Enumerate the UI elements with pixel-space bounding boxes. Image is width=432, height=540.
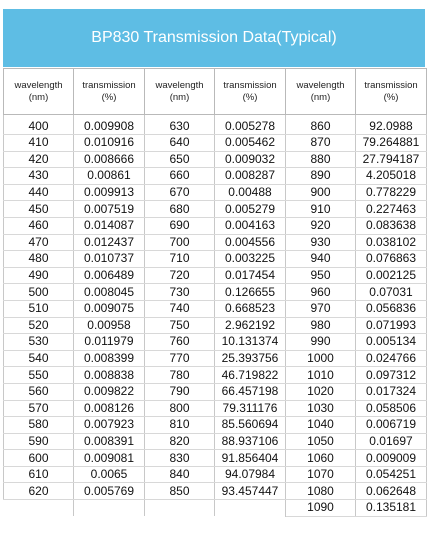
transmission-header: transmission (%) [74,69,145,115]
wavelength-cell: 790 [145,383,215,400]
transmission-cell: 79.311176 [215,400,286,417]
wavelength-cell: 760 [145,334,215,351]
wavelength-cell: 700 [145,234,215,251]
transmission-cell: 0.009081 [74,450,145,467]
transmission-cell: 0.024766 [356,350,427,367]
transmission-cell: 0.083638 [356,217,427,234]
table-row [4,400,427,417]
table-row [4,317,427,334]
transmission-cell: 0.062648 [356,483,427,500]
wavelength-header: wavelength (nm) [145,69,215,115]
transmission-cell: 0.009822 [74,383,145,400]
transmission-cell: 0.008045 [74,284,145,301]
wavelength-cell: 960 [286,284,356,301]
transmission-cell: 0.004163 [215,217,286,234]
transmission-cell: 91.856404 [215,450,286,467]
wavelength-cell: 830 [145,450,215,467]
table-row [4,234,427,251]
wavelength-cell: 510 [4,300,74,317]
table-row [4,300,427,317]
transmission-cell: 85.560694 [215,417,286,434]
wavelength-cell: 580 [4,417,74,434]
table-row [4,284,427,301]
wavelength-cell: 570 [4,400,74,417]
transmission-cell: 0.004556 [215,234,286,251]
wavelength-cell: 440 [4,184,74,201]
wavelength-cell: 410 [4,135,74,152]
wavelength-cell: 400 [4,115,74,135]
wavelength-cell: 850 [145,483,215,500]
wavelength-cell: 690 [145,217,215,234]
transmission-cell: 0.008126 [74,400,145,417]
wavelength-cell: 660 [145,168,215,185]
wavelength-cell: 1090 [286,500,356,517]
wavelength-cell: 1020 [286,383,356,400]
table-row [4,433,427,450]
transmission-cell: 0.778229 [356,184,427,201]
table-row [4,367,427,384]
wavelength-cell: 710 [145,251,215,268]
table-row [4,168,427,185]
wavelength-cell: 630 [145,115,215,135]
transmission-cell: 79.264881 [356,135,427,152]
transmission-cell: 0.008399 [74,350,145,367]
transmission-cell: 0.017454 [215,267,286,284]
transmission-cell: 0.668523 [215,300,286,317]
transmission-cell: 0.017324 [356,383,427,400]
wavelength-cell: 1000 [286,350,356,367]
transmission-cell: 66.457198 [215,383,286,400]
wavelength-cell: 450 [4,201,74,218]
table-row [4,184,427,201]
wavelength-cell: 1040 [286,417,356,434]
transmission-cell: 0.005278 [215,115,286,135]
wavelength-cell: 1030 [286,400,356,417]
transmission-cell: 0.00861 [74,168,145,185]
transmission-cell [215,500,286,517]
transmission-cell: 4.205018 [356,168,427,185]
transmission-cell: 0.005134 [356,334,427,351]
transmission-cell: 0.009032 [215,151,286,168]
transmission-cell: 0.054251 [356,466,427,483]
transmission-cell: 0.012437 [74,234,145,251]
wavelength-cell: 640 [145,135,215,152]
transmission-cell: 0.097312 [356,367,427,384]
transmission-cell: 2.962192 [215,317,286,334]
transmission-cell: 0.227463 [356,201,427,218]
transmission-cell: 0.011979 [74,334,145,351]
transmission-cell: 0.006719 [356,417,427,434]
transmission-cell: 0.071993 [356,317,427,334]
table-row [4,466,427,483]
wavelength-cell: 430 [4,168,74,185]
wavelength-cell: 950 [286,267,356,284]
transmission-header: transmission (%) [356,69,427,115]
wavelength-cell: 550 [4,367,74,384]
transmission-cell: 88.937106 [215,433,286,450]
wavelength-cell: 820 [145,433,215,450]
wavelength-cell: 500 [4,284,74,301]
transmission-cell: 0.058506 [356,400,427,417]
table-row [4,217,427,234]
transmission-cell: 0.002125 [356,267,427,284]
wavelength-cell: 840 [145,466,215,483]
wavelength-cell: 490 [4,267,74,284]
transmission-cell: 0.01697 [356,433,427,450]
wavelength-cell: 980 [286,317,356,334]
transmission-cell: 27.794187 [356,151,427,168]
table-body [4,115,427,517]
transmission-cell: 0.008391 [74,433,145,450]
wavelength-cell: 530 [4,334,74,351]
transmission-cell: 0.010737 [74,251,145,268]
table-row [4,151,427,168]
transmission-cell: 0.009908 [74,115,145,135]
header-row [4,69,427,115]
transmission-header: transmission (%) [215,69,286,115]
transmission-cell: 0.007519 [74,201,145,218]
wavelength-cell: 780 [145,367,215,384]
transmission-cell: 0.009075 [74,300,145,317]
transmission-cell: 92.0988 [356,115,427,135]
wavelength-cell: 610 [4,466,74,483]
transmission-cell: 0.00488 [215,184,286,201]
wavelength-cell: 720 [145,267,215,284]
table-row [4,483,427,500]
wavelength-cell: 520 [4,317,74,334]
transmission-cell: 46.719822 [215,367,286,384]
transmission-cell: 0.056836 [356,300,427,317]
transmission-cell: 0.008838 [74,367,145,384]
wavelength-cell: 680 [145,201,215,218]
wavelength-cell: 420 [4,151,74,168]
wavelength-cell: 730 [145,284,215,301]
wavelength-cell: 460 [4,217,74,234]
table-row [4,115,427,135]
wavelength-cell: 800 [145,400,215,417]
wavelength-cell: 1070 [286,466,356,483]
transmission-cell: 0.008287 [215,168,286,185]
transmission-cell: 25.393756 [215,350,286,367]
transmission-cell: 93.457447 [215,483,286,500]
wavelength-cell: 540 [4,350,74,367]
wavelength-cell [4,500,74,517]
transmission-cell: 0.07031 [356,284,427,301]
wavelength-header: wavelength (nm) [286,69,356,115]
table-row [4,267,427,284]
transmission-cell: 0.009913 [74,184,145,201]
transmission-cell: 0.005769 [74,483,145,500]
wavelength-cell: 740 [145,300,215,317]
transmission-cell [74,500,145,517]
wavelength-cell: 560 [4,383,74,400]
wavelength-cell: 1080 [286,483,356,500]
transmission-cell: 0.003225 [215,251,286,268]
transmission-cell: 0.010916 [74,135,145,152]
wavelength-cell: 650 [145,151,215,168]
wavelength-cell: 880 [286,151,356,168]
transmission-cell: 0.014087 [74,217,145,234]
wavelength-cell: 810 [145,417,215,434]
table-row [4,135,427,152]
wavelength-cell: 470 [4,234,74,251]
transmission-cell: 0.038102 [356,234,427,251]
wavelength-cell: 940 [286,251,356,268]
wavelength-cell: 860 [286,115,356,135]
transmission-cell: 0.009009 [356,450,427,467]
table-row [4,383,427,400]
wavelength-cell [145,500,215,517]
wavelength-cell: 770 [145,350,215,367]
transmission-cell: 0.005279 [215,201,286,218]
wavelength-cell: 480 [4,251,74,268]
table-row [4,251,427,268]
wavelength-header: wavelength (nm) [4,69,74,115]
table-row [4,334,427,351]
transmission-cell: 0.006489 [74,267,145,284]
transmission-table [3,68,427,517]
transmission-cell: 94.07984 [215,466,286,483]
table-row [4,500,427,517]
wavelength-cell: 920 [286,217,356,234]
transmission-cell: 0.005462 [215,135,286,152]
wavelength-cell: 1060 [286,450,356,467]
wavelength-cell: 890 [286,168,356,185]
table-row [4,350,427,367]
wavelength-cell: 670 [145,184,215,201]
table-title: BP830 Transmission Data(Typical) [3,9,425,67]
table-row [4,201,427,218]
transmission-cell: 0.008666 [74,151,145,168]
wavelength-cell: 1050 [286,433,356,450]
transmission-cell: 0.00958 [74,317,145,334]
wavelength-cell: 990 [286,334,356,351]
wavelength-cell: 620 [4,483,74,500]
wavelength-cell: 600 [4,450,74,467]
wavelength-cell: 910 [286,201,356,218]
table-row [4,450,427,467]
wavelength-cell: 750 [145,317,215,334]
transmission-cell: 0.135181 [356,500,427,517]
transmission-cell: 0.076863 [356,251,427,268]
transmission-cell: 0.126655 [215,284,286,301]
table-row [4,417,427,434]
transmission-cell: 10.131374 [215,334,286,351]
wavelength-cell: 930 [286,234,356,251]
wavelength-cell: 900 [286,184,356,201]
transmission-cell: 0.0065 [74,466,145,483]
wavelength-cell: 590 [4,433,74,450]
wavelength-cell: 870 [286,135,356,152]
wavelength-cell: 970 [286,300,356,317]
wavelength-cell: 1010 [286,367,356,384]
transmission-cell: 0.007923 [74,417,145,434]
